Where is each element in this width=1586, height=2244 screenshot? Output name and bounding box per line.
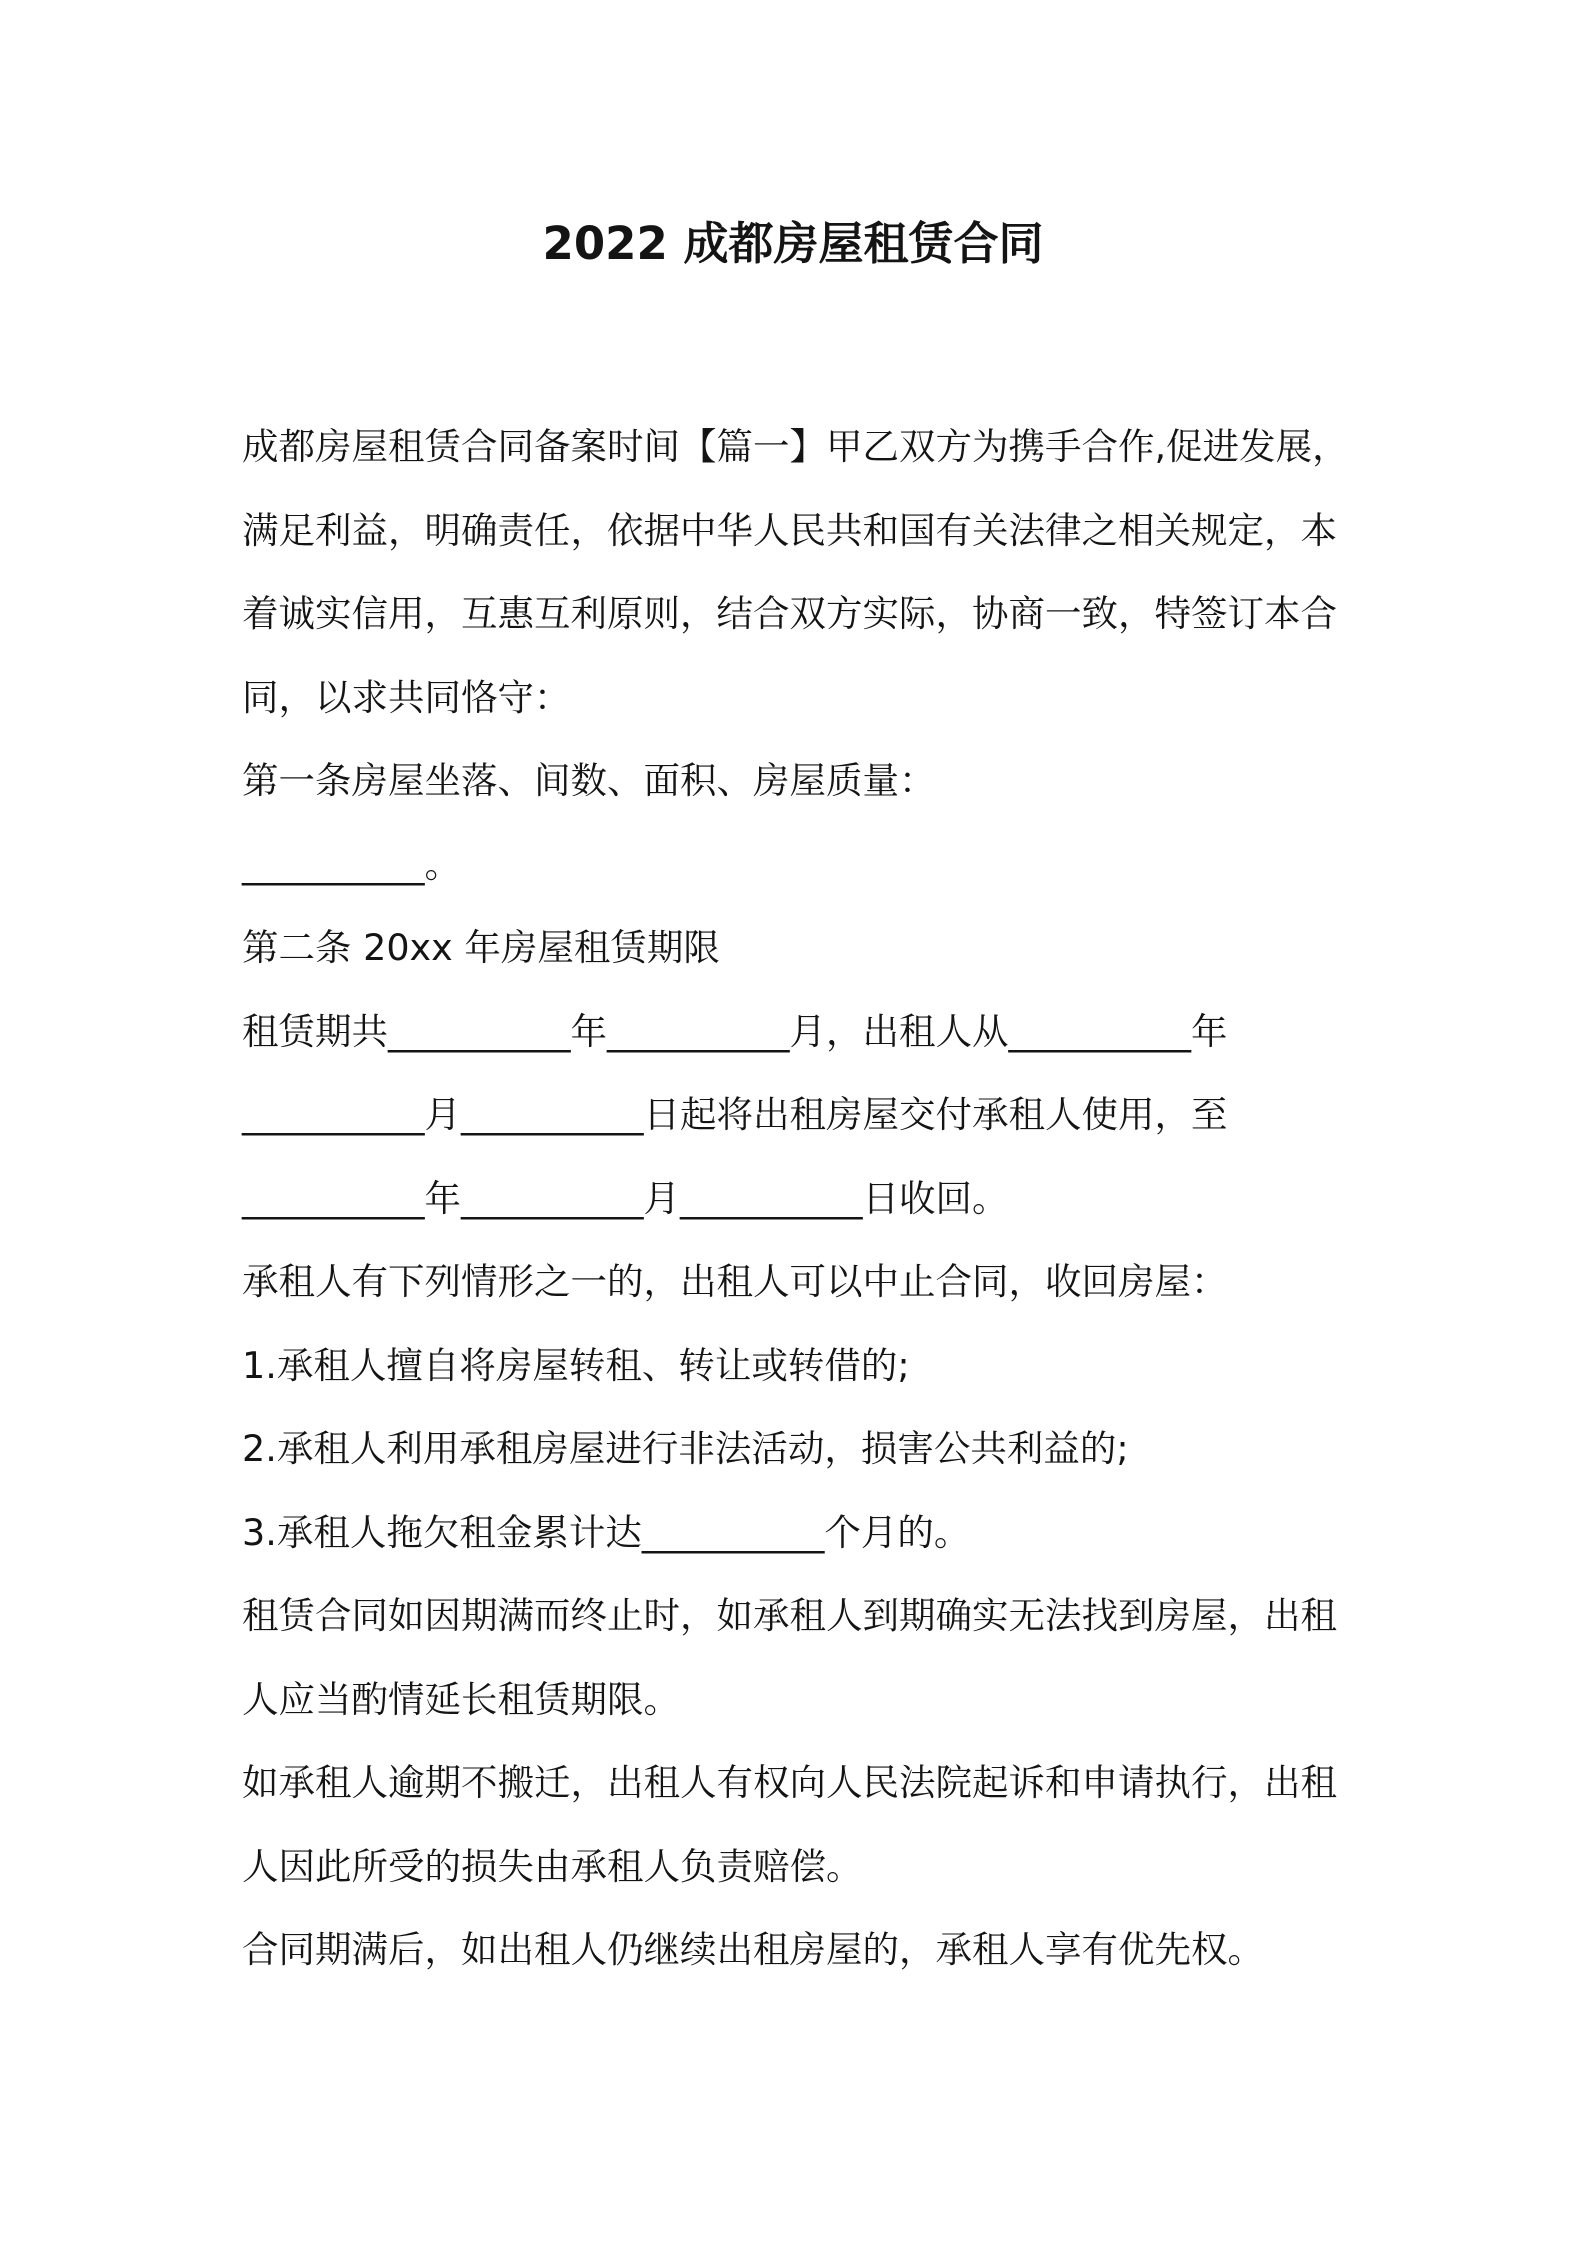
body-line: 满足利益，明确责任，依据中华人民共和国有关法律之相关规定，本 [242, 508, 1337, 552]
clause-heading: 第二条 20xx 年房屋租赁期限 [242, 926, 720, 969]
body-line: 租赁合同如因期满而终止时，如承租人到期确实无法找到房屋，出租 [242, 1594, 1337, 1637]
body-line: 合同期满后，如出租人仍继续出租房屋的，承租人享有优先权。 [242, 1928, 1264, 1971]
body-line: 租赁期共__________年__________月，出租人从__________年 [242, 1009, 1228, 1053]
body-line: 承租人有下列情形之一的，出租人可以中止合同，收回房屋： [242, 1260, 1228, 1303]
list-item: 3.承租人拖欠租金累计达__________个月的。 [242, 1510, 971, 1554]
body-line: 人因此所受的损失由承租人负责赔偿。 [242, 1844, 863, 1888]
body-line: 人应当酌情延长租赁期限。 [242, 1677, 680, 1721]
list-item: 2.承租人利用承租房屋进行非法活动，损害公共利益的; [242, 1427, 1129, 1470]
document-body [242, 405, 1362, 1992]
body-line: __________月__________日起将出租房屋交付承租人使用，至 [242, 1093, 1228, 1136]
body-line: 如承租人逾期不搬迁，出租人有权向人民法院起诉和申请执行，出租 [242, 1761, 1337, 1804]
body-line: 成都房屋租赁合同备案时间【篇一】甲乙双方为携手合作,促进发展， [242, 425, 1349, 468]
clause-heading: 第一条房屋坐落、间数、面积、房屋质量： [242, 759, 936, 802]
body-line: __________年__________月__________日收回。 [242, 1176, 1009, 1220]
blank-field-line: __________。 [242, 842, 461, 886]
body-line: 同，以求共同恪守： [242, 675, 571, 719]
body-line: 着诚实信用，互惠互利原则，结合双方实际，协商一致，特签订本合 [242, 592, 1337, 635]
list-item: 1.承租人擅自将房屋转租、转让或转借的; [242, 1343, 910, 1387]
document-title: 2022 成都房屋租赁合同 [542, 217, 1044, 270]
